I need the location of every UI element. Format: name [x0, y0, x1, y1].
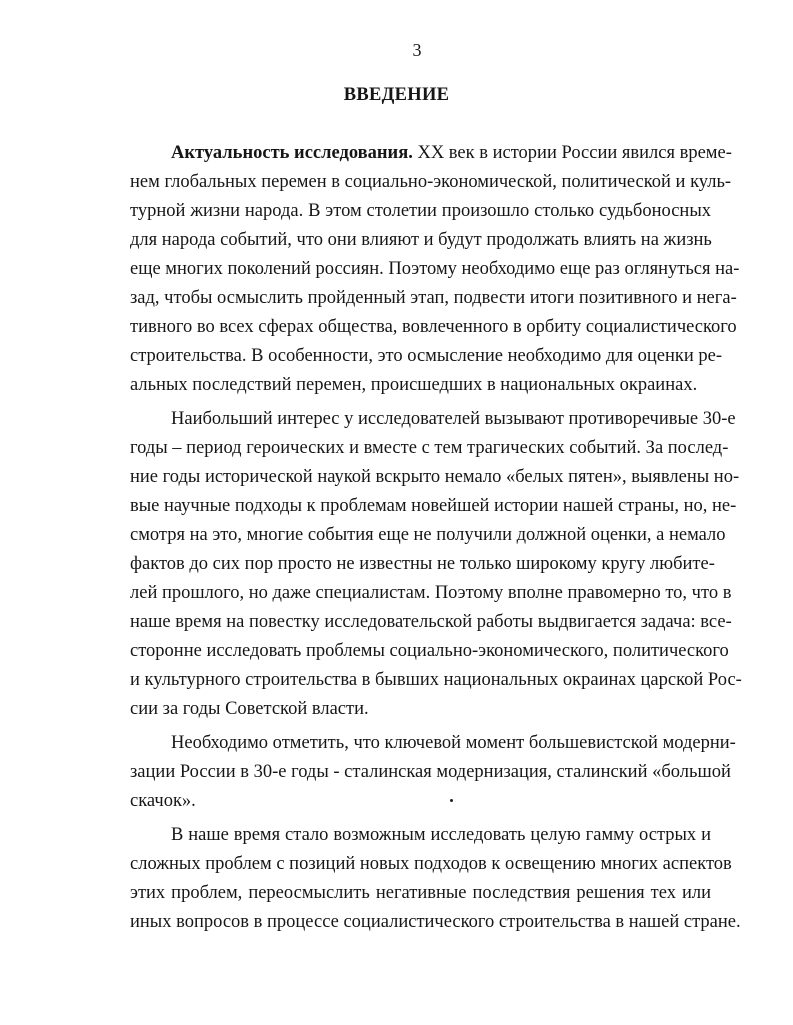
paragraph-1-line-9: альных последствий перемен, происшедших в национальных окраинах. [130, 375, 698, 395]
paragraph-1-line-1 [171, 139, 732, 168]
paragraph-2-line-9: сторонне исследовать проблемы социально-экономического, политического [130, 641, 729, 661]
paragraph-3-line-2: зации России в 30-е годы - сталинская модернизация, сталинский «большой [130, 762, 731, 782]
paragraph-2-line-2: годы – период героических и вместе с тем трагических событий. За послед- [130, 438, 729, 458]
paragraph-2-line-6: фактов до сих пор просто не известны не только широкому кругу любите- [130, 554, 715, 574]
paragraph-2-line-11: сии за годы Советской власти. [130, 699, 369, 719]
paragraph-1-line-6: зад, чтобы осмыслить пройденный этап, подвести итоги позитивного и нега- [130, 288, 737, 308]
page-title: ВВЕДЕНИЕ [343, 85, 450, 105]
paragraph-2-line-10: и культурного строительства в бывших национальных окраинах царской Рос- [130, 670, 742, 690]
paragraph-3-line-3: скачок». [130, 791, 196, 811]
paragraph-2-line-3: ние годы исторической наукой вскрыто немало «белых пятен», выявлены но- [130, 467, 740, 487]
paragraph-4-line-2: сложных проблем с позиций новых подходов к освещению многих аспектов [130, 854, 732, 874]
paragraph-1-line-8: строительства. В особенности, это осмысление необходимо для оценки ре- [130, 346, 723, 366]
paragraph-1-line-3: турной жизни народа. В этом столетии произошло столько судьбоносных [130, 201, 711, 221]
scan-speck [450, 799, 453, 802]
paragraph-1-line-4: для народа событий, что они влияют и будут продолжать влиять на жизнь [130, 230, 712, 250]
paragraph-1-line-5: еще многих поколений россиян. Поэтому необходимо еще раз оглянуться на- [130, 259, 740, 279]
paragraph-2-line-5: смотря на это, многие события еще не получили должной оценки, а немало [130, 525, 726, 545]
paragraph-3-line-1: Необходимо отметить, что ключевой момент большевистской модерни- [171, 733, 736, 753]
paragraph-4-line-3: этих проблем, переосмыслить негативные последствия решения тех или [130, 883, 711, 903]
paragraph-2-line-8: наше время на повестку исследовательской работы выдвигается задача: все- [130, 612, 732, 632]
paragraph-2-line-4: вые научные подходы к проблемам новейшей истории нашей страны, но, не- [130, 496, 737, 516]
paragraph-4-line-4: иных вопросов в процессе социалистического строительства в нашей стране. [130, 912, 741, 932]
page-number: 3 [412, 40, 422, 60]
paragraph-4-line-1: В наше время стало возможным исследовать целую гамму острых и [171, 825, 711, 845]
paragraph-1-line-7: тивного во всех сферах общества, вовлеченного в орбиту социалистического [130, 317, 737, 337]
paragraph-1-line-2: нем глобальных перемен в социально-экономической, политической и куль- [130, 172, 732, 192]
line-text: XX век в истории России явился време- [412, 143, 732, 163]
paragraph-2-line-1: Наибольший интерес у исследователей вызывают противоречивые 30-е [171, 409, 736, 429]
lead-term: Актуальность исследования. [171, 143, 413, 163]
paragraph-2-line-7: лей прошлого, но даже специалистам. Поэтому вполне правомерно то, что в [130, 583, 732, 603]
